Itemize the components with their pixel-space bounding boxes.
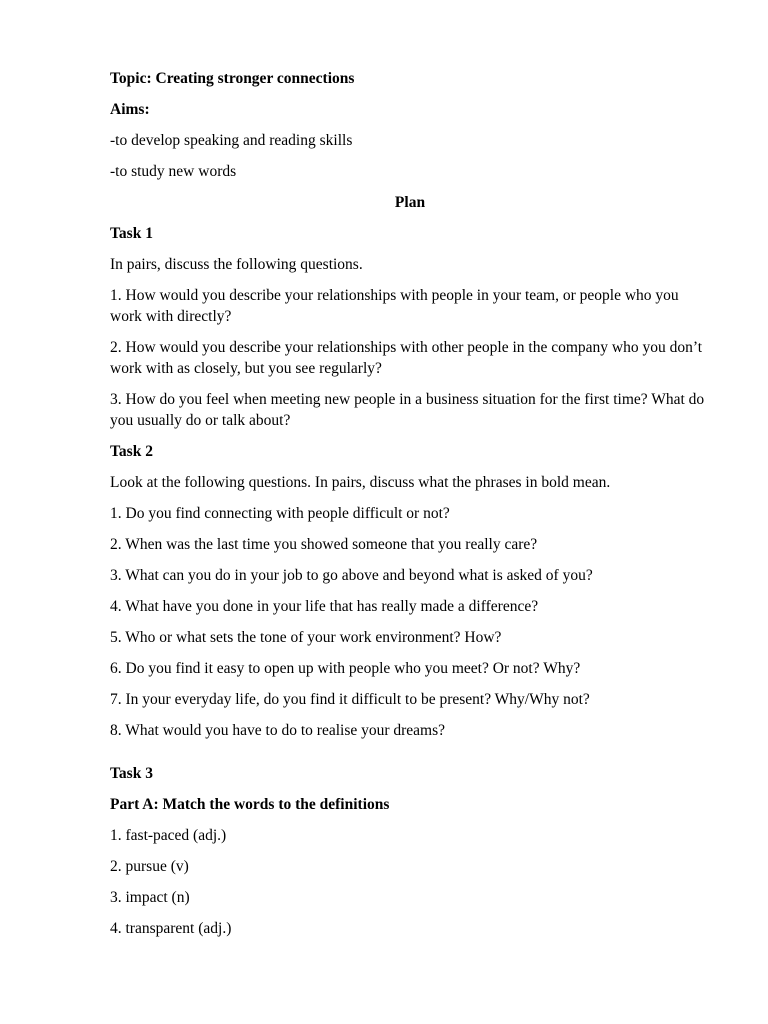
vocabulary-item: 4. transparent (adj.): [110, 920, 232, 937]
task-2-question: 7. In your everyday life, do you find it difficult to be present? Why/Why not?: [110, 691, 590, 708]
task-1-intro: In pairs, discuss the following questions.: [110, 256, 363, 273]
document-page: [110, 68, 710, 949]
aim-item: -to develop speaking and reading skills: [110, 132, 353, 149]
topic-heading: Topic: Creating stronger connections: [110, 70, 355, 87]
task-2-question: 6. Do you find it easy to open up with people who you meet? Or not? Why?: [110, 660, 581, 677]
task-2-question: 1. Do you find connecting with people difficult or not?: [110, 505, 450, 522]
task-2-question: 2. When was the last time you showed someone that you really care?: [110, 536, 538, 553]
task-3-part-a-heading: Part A: Match the words to the definitions: [110, 796, 390, 813]
task-3-heading: Task 3: [110, 765, 153, 782]
vocabulary-item: 2. pursue (v): [110, 858, 189, 875]
task-2-question: 3. What can you do in your job to go above and beyond what is asked of you?: [110, 567, 593, 584]
plan-heading: Plan: [394, 194, 426, 211]
task-2-question: 8. What would you have to do to realise your dreams?: [110, 722, 446, 739]
aim-item: -to study new words: [110, 163, 237, 180]
vocabulary-item: 1. fast-paced (adj.): [110, 827, 227, 844]
aims-heading: Aims:: [110, 101, 150, 118]
task-1-heading: Task 1: [110, 225, 153, 242]
task-2-intro: Look at the following questions. In pairs, discuss what the phrases in bold mean.: [110, 474, 611, 491]
task-1-question: 2. How would you describe your relationships with other people in the company who you don’t work with as closely, but you see regularly?: [110, 339, 703, 377]
task-2-heading: Task 2: [110, 443, 153, 460]
task-2-question: 5. Who or what sets the tone of your work environment? How?: [110, 629, 502, 646]
task-1-question: 1. How would you describe your relationships with people in your team, or people who you work with directly?: [110, 287, 679, 325]
task-1-question: 3. How do you feel when meeting new people in a business situation for the first time? What do you usually do or talk about?: [110, 391, 705, 429]
task-2-question: 4. What have you done in your life that has really made a difference?: [110, 598, 539, 615]
vocabulary-item: 3. impact (n): [110, 889, 190, 906]
